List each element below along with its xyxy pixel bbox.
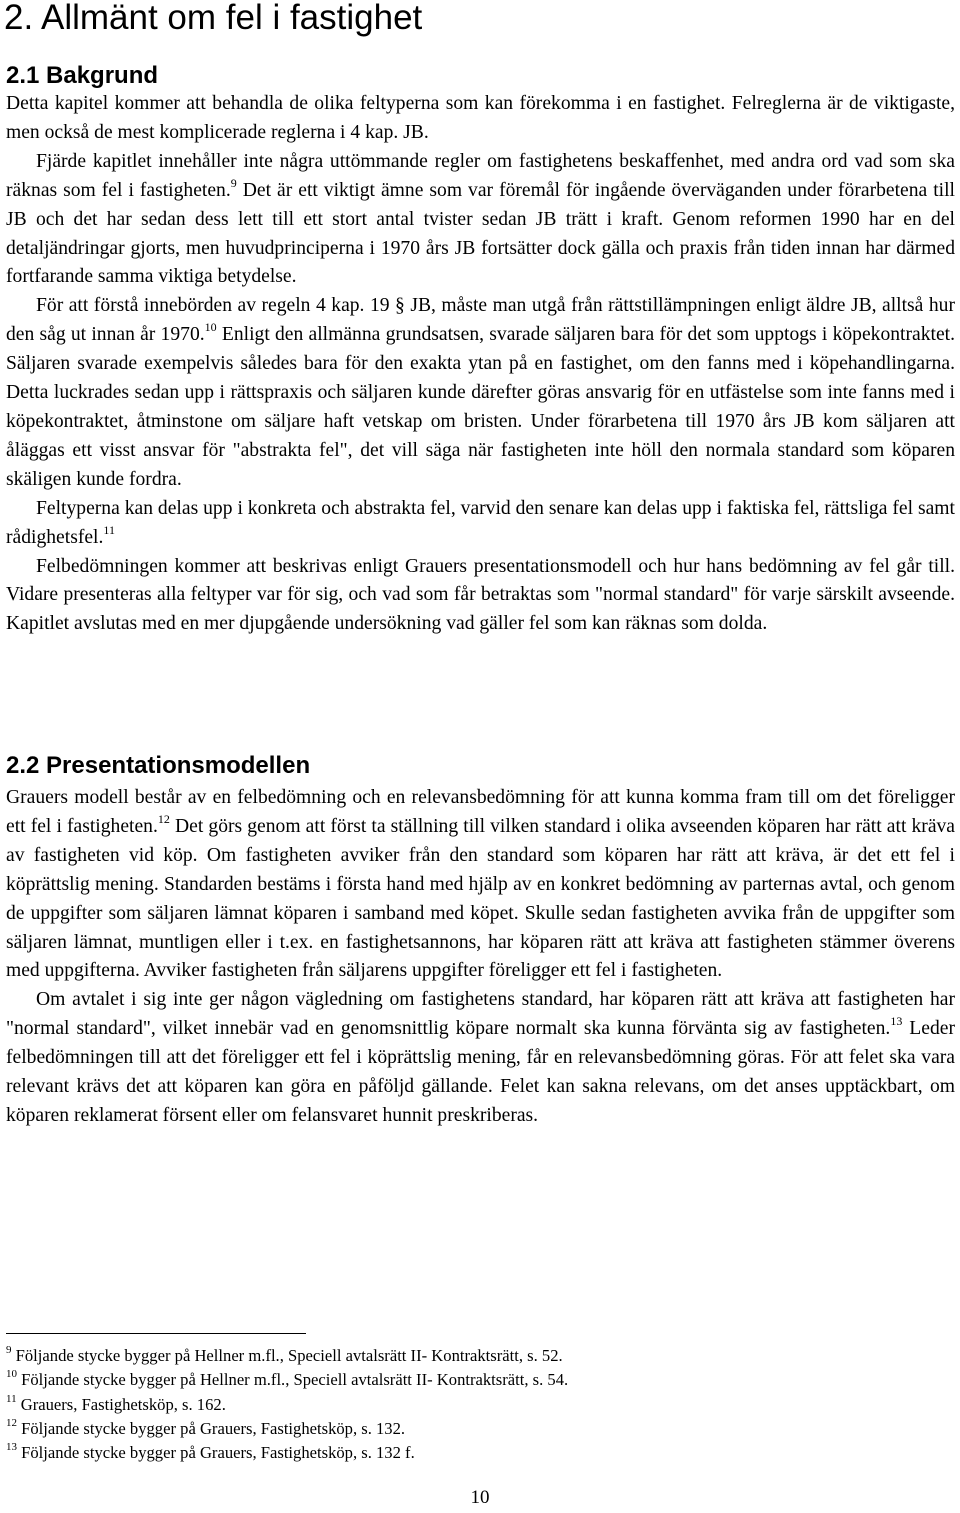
footnote-ref[interactable]: 12 [157,811,170,826]
footnotes [6,1344,906,1465]
footnote-number: 9 [6,1344,12,1356]
footnote-separator [6,1333,306,1334]
footnote-text: Följande stycke bygger på Grauers, Fastighetsköp, s. 132. [21,1418,406,1438]
footnote-number: 11 [6,1392,17,1405]
chapter-title: 2. Allmänt om fel i fastighet [4,0,423,37]
paragraph [6,495,955,553]
footnote-ref[interactable]: 9 [230,175,237,190]
section-body-bakgrund [6,90,955,639]
paragraph-text: Fjärde kapitlet innehåller inte några uttömmande regler om fastighetens beskaffenhet, med andra ord vad som ska räknas som fel i fastigheten. [6,150,955,201]
section-heading-presentationsmodellen: 2.2 Presentationsmodellen [6,752,311,779]
footnote-text: Följande stycke bygger på Grauers, Fastighetsköp, s. 132 f. [21,1443,415,1463]
footnote-ref[interactable]: 10 [204,320,217,335]
footnote-number: 10 [6,1368,17,1381]
paragraph [6,986,955,1131]
paragraph [6,148,955,293]
paragraph-text: Det görs genom att först ta ställning till vilken standard i olika avseenden köparen har rätt att kräva av fastigheten vid köp. Om fastigheten avviker från den standard som köparen har rätt att kräva, är det ett fel i köprättslig mening. Standarden bestäms i första hand med hjälp av en konkret bedömning av parternas avtal, och genom de uppgifter som säljaren lämnat köparen i samband med köpet. Skulle sedan fastigheten avvika från de uppgifter som säljaren lämnat, muntligen eller i t.ex. en fastighetsannons, har köparen rätt att kräva att fastigheten stämmer överens med uppgifterna. Avviker fastigheten från säljarens uppgifter föreligger ett fel i fastigheten. [6,815,956,982]
page-number: 10 [470,1487,490,1508]
footnote-ref[interactable]: 11 [103,522,115,537]
footnote-ref[interactable]: 13 [890,1014,903,1029]
paragraph [6,553,955,640]
paragraph-text: Felbedömningen kommer att beskrivas enligt Grauers presentationsmodell och hur hans bedömning av fel går till. Vidare presenteras alla feltyper var för sig, och vad som får betraktas som "normal standard" för varje särskilt avseende. Kapitlet avslutas med en mer djupgående undersökning vad gäller fel som kan räknas som dolda. [6,555,955,635]
footnote [6,1441,906,1465]
footnote [6,1344,906,1368]
section-body-presentationsmodellen [6,784,955,1131]
paragraph-text: Grauers modell består av en felbedömning och en relevansbedömning för att kunna komma fram till om det föreligger ett fel i fastigheten. [6,787,955,837]
footnote [6,1393,906,1417]
section-heading-bakgrund: 2.1 Bakgrund [6,62,159,89]
paragraph-text: Det är ett viktigt ämne som var föremål för ingående överväganden under förarbetena till JB och det har sedan dess lett till ett stort antal tvister sedan JB trätt i kraft. Genom reformen 1990 har en del detaljändringar gjorts, men huvudprinciperna i 1970 års JB fortsätter dock gälla och praxis från tiden innan har därmed fortfarande samma viktiga betydelse. [6,179,955,288]
paragraph-text: Enligt den allmänna grundsatsen, svarade säljaren bara för det som upptogs i köpekontraktet. Säljaren svarade exempelvis således bara för den exakta ytan på en fastighet, om den fanns med i köpehandlingarna. Detta luckrades sedan upp i rättspraxis och säljaren kunde därefter göras ansvarig för en utfästelse som inte fanns med i köpekontraktet, åtminstone om säljare haft vetskap om bristen. Under förarbetena till 1970 års JB kom säljaren att åläggas ett visst ansvar för "abstrakta fel", det vill säga när fastigheten inte höll den normala standard som köparen skäligen kunde fordra. [6,324,955,490]
footnote [6,1368,906,1392]
paragraph [6,292,955,494]
paragraph-text: Detta kapitel kommer att behandla de olika feltyperna som kan förekomma i en fastighet. Felreglerna är de viktigaste, men också de mest komplicerade reglerna i 4 kap. JB. [6,93,955,143]
footnote [6,1417,906,1441]
footnote-text: Följande stycke bygger på Hellner m.fl., Speciell avtalsrätt II- Kontraktsrätt, s. 52. [15,1346,563,1365]
paragraph-text: Feltyperna kan delas upp i konkreta och abstrakta fel, varvid den senare kan delas upp i faktiska fel, rättsliga fel samt rådighetsfel. [6,497,955,548]
paragraph-text: Leder felbedömningen till att det föreligger ett fel i köprättslig mening, får en relevansbedömning göras. För att felet ska vara relevant krävs det att köparen kan göra en påföljd gällande. Felet kan sakna relevans, om det anses upptäckbart, om köparen reklamerat försent eller om felansvaret hunnit preskriberas. [6,1018,955,1126]
paragraph [6,784,955,986]
paragraph [6,90,955,148]
footnote-text: Följande stycke bygger på Hellner m.fl., Speciell avtalsrätt II- Kontraktsrätt, s. 54. [21,1370,569,1390]
footnote-number: 12 [6,1416,17,1429]
paragraph-text: Om avtalet i sig inte ger någon vägledning om fastighetens standard, har köparen rätt att kräva att fastigheten har "normal standard", vilket innebär vad en genomsnittlig köpare normalt ska kunna förvänta sig av fastigheten. [6,989,955,1040]
footnote-text: Grauers, Fastighetsköp, s. 162. [20,1394,226,1414]
paragraph-text: För att förstå innebörden av regeln 4 kap. 19 § JB, måste man utgå från rättstillämpningen enligt äldre JB, alltså hur den såg ut innan år 1970. [6,295,955,346]
footnote-number: 13 [6,1441,17,1454]
